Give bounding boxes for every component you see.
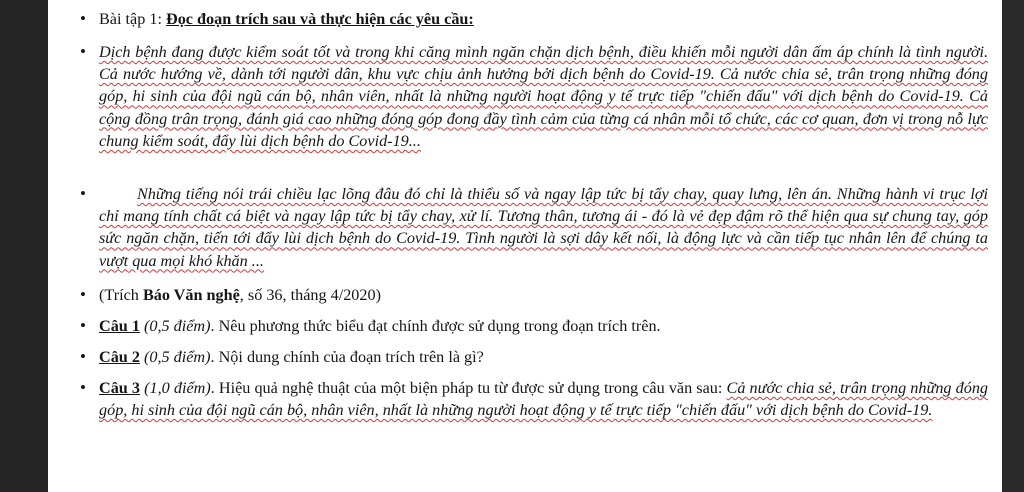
source-citation (82, 284, 988, 306)
question-2 (82, 346, 988, 368)
bullet-icon: • (80, 347, 86, 366)
question-2-label: Câu 2 (99, 348, 140, 366)
question-1-points: (0,5 điểm) (139, 317, 211, 335)
bullet-icon: • (80, 378, 86, 397)
question-3-label: Câu 3 (99, 379, 140, 397)
bullet-icon: • (80, 316, 86, 335)
window-background-edge (1002, 0, 1024, 492)
exercise-prefix: Bài tập 1: (99, 10, 166, 28)
passage-text-2: Những tiếng nói trái chiều lạc lõng đâu đó chỉ là thiểu số và ngay lập tức bị tẩy chay, quay lưng, lên án. Những hành vi trục lợi chỉ mang tính chất cá biệt và ngay lập tức bị tẩy chay, xử lí. Tương thân, tương ái - đó là vẻ đẹp đậm rõ thể hiện qua sự chung tay, góp sức ngăn chặn, tiến tới đẩy lùi dịch bệnh do Covid-19. Tình người là sợi dây kết nối, là động lực và cần tiếp tục nhân lên để chúng ta vượt qua mọi khó khăn ... (99, 185, 988, 270)
question-3 (82, 377, 988, 421)
question-1 (82, 315, 988, 337)
bullet-icon: • (80, 42, 86, 61)
exercise-heading (82, 8, 988, 30)
source-name: Báo Văn nghệ (142, 286, 240, 304)
bullet-icon: • (80, 9, 86, 28)
document-page (48, 0, 1002, 492)
passage-text-1: Dịch bệnh đang được kiểm soát tốt và trong khi căng mình ngăn chặn dịch bệnh, điều khiến mỗi người dân ấm áp chính là tình người. Cả nước hướng về, dành tới người dân, khu vực chịu ảnh hưởng bởi dịch bệnh do Covid-19. Cả nước chia sẻ, trân trọng những đóng góp, hi sinh của đội ngũ cán bộ, nhân viên, nhất là những người hoạt động y tế trực tiếp "chiến đấu" với dịch bệnh do Covid-19. Cả cộng đồng trân trọng, đánh giá cao những đóng góp đong đầy tình cảm của từng cá nhân mỗi tổ chức, các cơ quan, đơn vị trong nỗ lực chung kiểm soát, đẩy lùi dịch bệnh do Covid-19... (99, 43, 988, 150)
exercise-title: Đọc đoạn trích sau và thực hiện các yêu cầu: (166, 10, 474, 28)
question-3-points: (1,0 điểm) (140, 379, 211, 397)
passage-paragraph-2 (82, 183, 988, 272)
question-2-text: . Nội dung chính của đoạn trích trên là gì? (210, 348, 484, 366)
passage-paragraph-1 (82, 41, 988, 152)
bullet-icon: • (80, 184, 86, 203)
question-1-text: . Nêu phương thức biểu đạt chính được sử dụng trong đoạn trích trên. (210, 317, 661, 335)
question-2-points: (0,5 điểm) (139, 348, 211, 366)
source-rest: , số 36, tháng 4/2020) (239, 286, 381, 304)
question-3-quote: Cả nước chia sẻ, trân trọng những đóng góp, hi sinh của đội ngũ cán bộ, nhân viên, nhất là những người hoạt động y tế trực tiếp "chiến đấu" với dịch bệnh do Covid-19. (99, 379, 989, 420)
question-1-label: Câu 1 (99, 317, 140, 335)
question-3-text: . Hiệu quả nghệ thuật của một biện pháp tu từ được sử dụng trong câu văn sau: (210, 379, 727, 397)
source-open: (Trích (99, 286, 143, 304)
bullet-icon: • (80, 285, 86, 304)
